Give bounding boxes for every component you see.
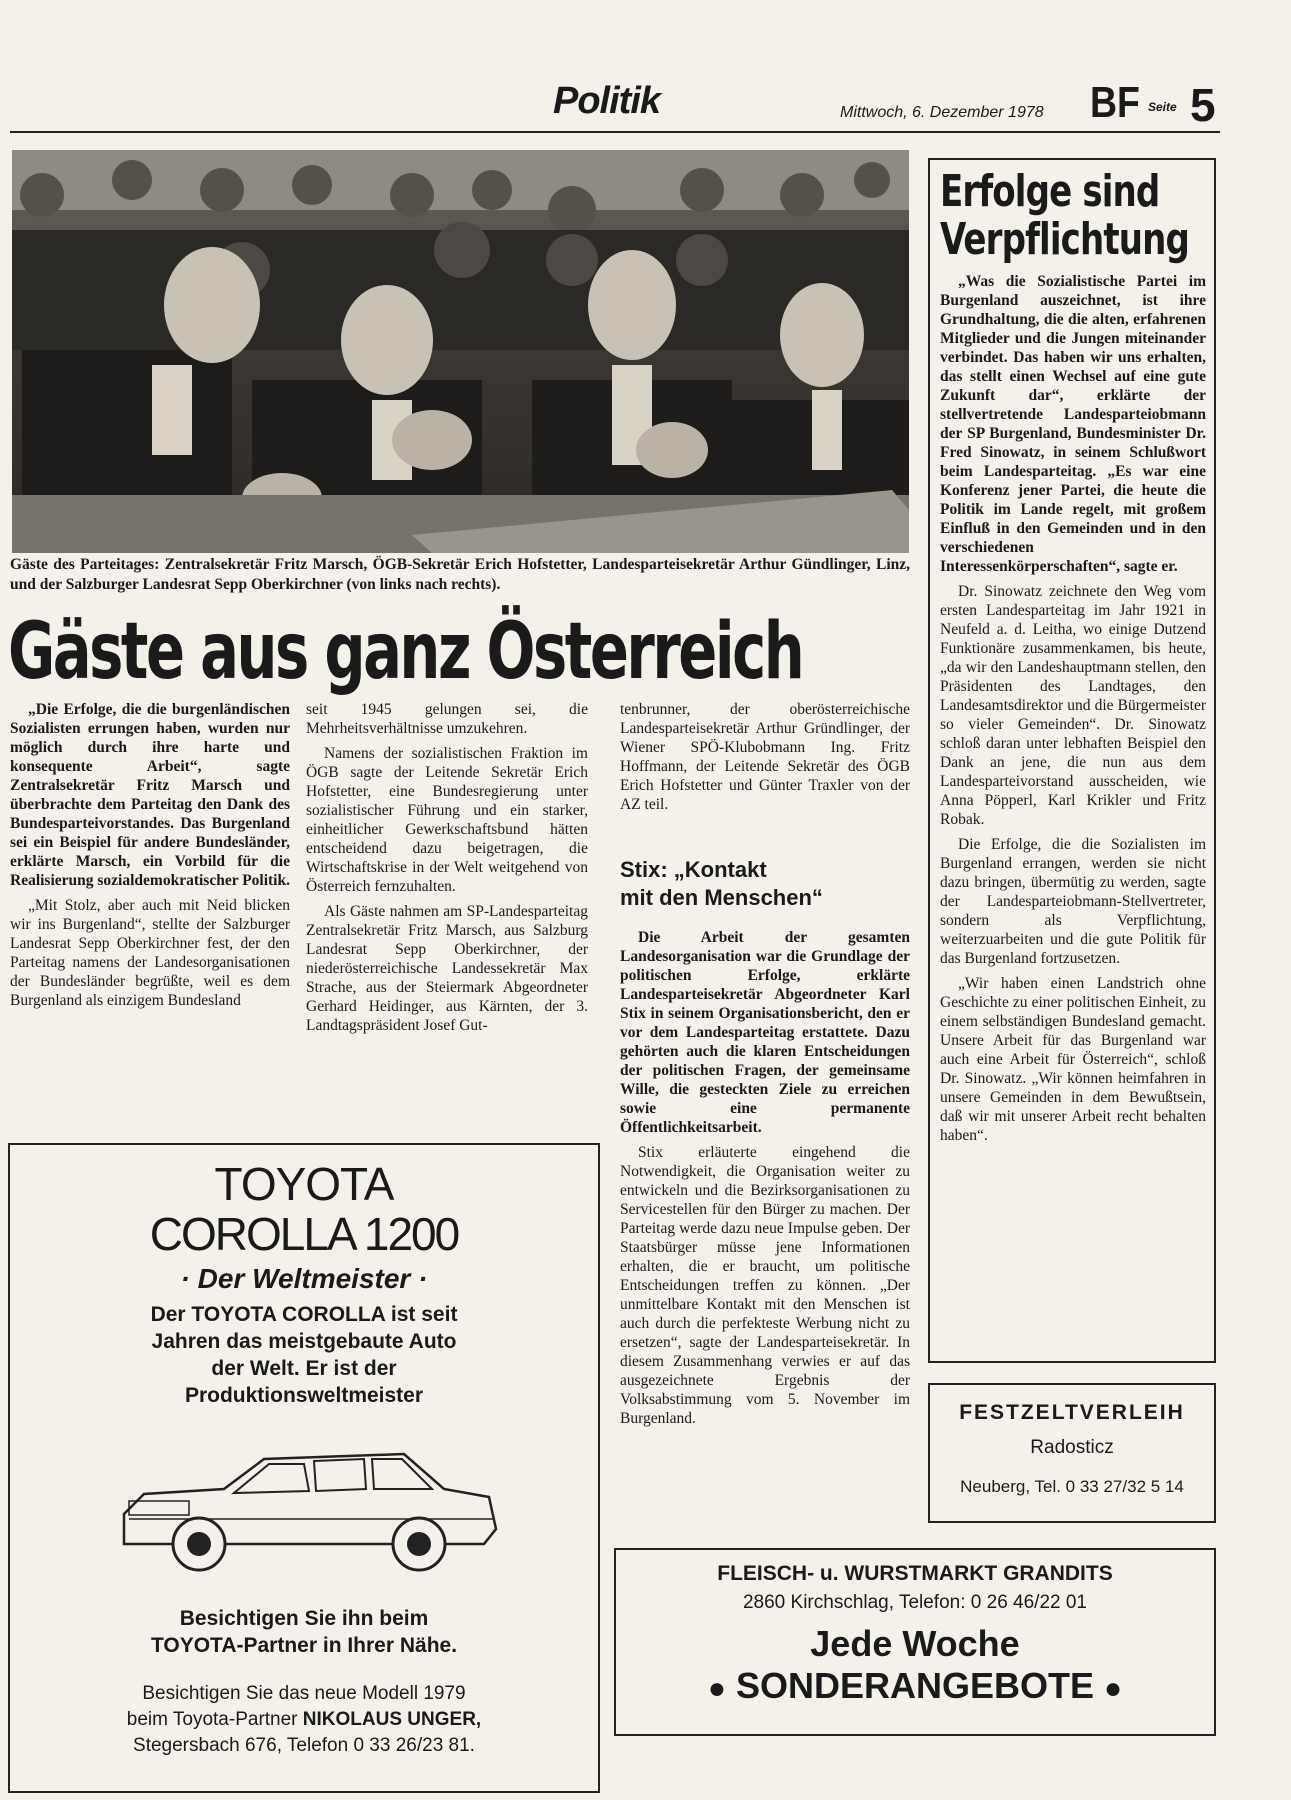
side-article-paragraph: Die Erfolge, die die Sozialisten im Burgenland errangen, werden sie nicht dazu bringen, übermütig zu werden, sagte der Landesparteiobmann-Stellvertreter, sondern als Verpflichtung, weiterzuarbeiten und die gute Politik für das Burgenland fortzusetzen.	[940, 836, 1206, 967]
issue-date: Mittwoch, 6. Dezember 1978	[840, 104, 1044, 121]
page-label: Seite	[1148, 100, 1177, 114]
section-title: Politik	[553, 80, 661, 122]
bullet-icon: ●	[707, 1672, 726, 1705]
party-congress-photo	[12, 150, 909, 553]
toyota-partner-label: beim Toyota-Partner	[126, 1709, 298, 1730]
side-headline-line2: Verpflichtung	[940, 214, 1190, 265]
toyota-ad	[8, 1143, 600, 1793]
stix-article-paragraph: Stix erläuterte eingehend die Notwendigkeit, die Organisation weiter zu entwickeln und die Bezirksorganisationen zu Servicestellen für den Bürger zu machen. Der Parteitag werde dazu neue Impulse geben. Der Staatsbürger müsse jene Informationen erhalten, die er braucht, um politische Entscheidungen treffen zu können. „Der unmittelbare Kontakt mit den Menschen ist auch durch die perfekteste Werbung nicht zu ersetzen“, sagte der Landesparteisekretär. In diesem Zusammenhang verwies er auf das ausgezeichnete Ergebnis der Volksabstimmung vom 5. November im Burgenland.	[620, 1144, 910, 1427]
photo-image	[12, 150, 909, 553]
toyota-dealer-info	[10, 1681, 598, 1759]
toyota-partner-line	[10, 1707, 598, 1733]
main-article-paragraph: seit 1945 gelungen sei, die Mehrheitsverhältnisse umzukehren.	[306, 701, 588, 737]
toyota-claim: Der TOYOTA COROLLA ist seit Jahren das meistgebaute Auto der Welt. Er ist der Produktionsweltmeister	[150, 1303, 458, 1407]
header-rule	[10, 131, 1220, 133]
side-article-body	[940, 272, 1206, 1151]
side-article-paragraph: „Wir haben einen Landstrich ohne Geschichte zu einer politischen Einheit, zu einem selbständigen Bundesland gemacht. Unsere Arbeit für das Burgenland war auch eine Arbeit für Österreich“, schloß Dr. Sinowatz. „Wir können heimfahren in unsere Gemeinden in dem Bewußtsein, daß wir mit unserer Arbeit recht behalten haben“.	[940, 975, 1206, 1144]
toyota-dealer-address: Stegersbach 676, Telefon 0 33 26/23 81.	[133, 1735, 475, 1756]
toyota-dealer-name: NIKOLAUS UNGER,	[302, 1709, 482, 1730]
toyota-invitation: Besichtigen Sie ihn beim TOYOTA-Partner in Ihrer Nähe.	[150, 1607, 458, 1657]
main-article-col3	[620, 700, 910, 820]
main-article-lead: „Die Erfolge, die die burgenländischen Sozialisten errungen haben, wurden nur möglich durch ihre harte und konsequente Arbeit“, sagte Zentralsekretär Fritz Marsch und überbrachte dem Parteitag den Dank des Bundesparteivorstandes. Das Burgenland sei ein Beispiel für andere Bundesländer, erklärte Marsch, ein Vorbild für die Realisierung sozialdemokratischer Politik.	[10, 701, 290, 889]
fleisch-sonderangebote: SONDERANGEBOTE	[735, 1665, 1095, 1706]
fleisch-sonderangebote-line	[616, 1664, 1214, 1711]
stix-headline-line2: mit den Menschen“	[620, 885, 823, 910]
stix-article	[620, 928, 910, 1434]
festzelt-contact: Neuberg, Tel. 0 33 27/32 5 14	[960, 1477, 1184, 1496]
toyota-brand: TOYOTA	[214, 1158, 394, 1210]
fleisch-address: 2860 Kirchschlag, Telefon: 0 26 46/22 01	[742, 1592, 1087, 1613]
main-article-paragraph: Als Gäste nahmen am SP-Landesparteitag Zentralsekretär Fritz Marsch, aus Salzburg Landesrat Sepp Oberkirchner, der niederösterreichische Landessekretär Max Strache, aus der Steiermark Abgeordneter Gerhard Heidinger, aus Kärnten, der 3. Landtagspräsident Josef Gut-	[306, 903, 588, 1034]
fleisch-jede-woche: Jede Woche	[810, 1623, 1020, 1664]
fleisch-ad	[614, 1548, 1216, 1736]
stix-headline-line1: Stix: „Kontakt	[620, 857, 767, 882]
main-article-paragraph: tenbrunner, der oberösterreichische Landesparteisekretär Arthur Gründlinger, der Wiener SPÖ-Klubobmann Ing. Fritz Hoffmann, der Leitende Sekretär des ÖGB Erich Hofstetter und Günter Traxler von der AZ teil.	[620, 701, 910, 813]
toyota-model-line: Besichtigen Sie das neue Modell 1979	[142, 1683, 466, 1704]
main-article-col1	[10, 700, 290, 1016]
stix-article-lead: Die Arbeit der gesamten Landesorganisation war die Grundlage der politischen Erfolge, erklärte Landesparteisekretär Abgeordneter Karl Stix in seinem Organisationsbericht, den er vor dem Landesparteitag erstattete. Dazu gehörten auch die klaren Entscheidungen der politischen Fragen, der gemeinsame Wille, die gesteckten Ziele zu erreichen sowie eine permanente Öffentlichkeitsarbeit.	[620, 929, 910, 1136]
side-headline-line1: Erfolge sind	[940, 166, 1160, 217]
main-article-paragraph: Namens der sozialistischen Fraktion im ÖGB sagte der Leitende Sekretär Erich Hofstetter, eine Bundesregierung unter sozialistischer Führung und ein starker, einheitlicher Gewerkschaftsbund hätten entscheidend dazu beigetragen, die Wirtschaftskrise in der Welt weitgehend von Österreich fernzuhalten.	[306, 745, 588, 895]
festzelt-ad	[928, 1383, 1216, 1523]
side-article-paragraph: Dr. Sinowatz zeichnete den Weg vom ersten Landesparteitag im Jahr 1921 in Neufeld a. d. Leitha, wo einige Dutzend Funktionäre zusammenkamen, bis heute, „da wir den Landeshauptmann stellen, den Präsidenten des Landtages, den Landesamtsdirektor und die Bürgermeister so vieler Gemeinden“. Dr. Sinowatz schloß daran unter lebhaften Beispiel den Dank an jene, die nun aus dem Landesparteivorstand ausscheiden, wie Anna Pöpperl, Karl Krikler und Fritz Robak.	[940, 583, 1206, 828]
newspaper-logo: BF	[1090, 78, 1140, 127]
side-article-headline	[940, 166, 1190, 265]
main-headline: Gäste aus ganz Österreich	[8, 607, 803, 697]
toyota-model: COROLLA 1200	[149, 1208, 459, 1260]
photo-caption: Gäste des Parteitages: Zentralsekretär Fritz Marsch, ÖGB-Sekretär Erich Hofstetter, Landesparteisekretär Arthur Gündlinger, Linz, und der Salzburger Landesrat Sepp Oberkirchner (von links nach rechts).	[10, 556, 910, 593]
page-number: 5	[1190, 79, 1216, 131]
festzelt-title: FESTZELTVERLEIH	[959, 1401, 1185, 1424]
fleisch-title: FLEISCH- u. WURSTMARKT GRANDITS	[717, 1562, 1113, 1585]
main-article-paragraph: „Mit Stolz, aber auch mit Neid blicken wir ins Burgenland“, stellte der Salzburger Landesrat Sepp Oberkirchner fest, der den Parteitag namens der Landesorganisationen der Bundesländer begrüßte, weil es dem Burgenland als einzigem Bundesland	[10, 897, 290, 1009]
side-article-lead: „Was die Sozialistische Partei im Burgenland auszeichnet, ist ihre Grundhaltung, die die alten, erfahrenen Mitglieder und die Jungen miteinander verbindet. Das haben wir uns erhalten, das stellt einen Wechsel auf eine gute Zukunft dar“, erklärte der stellvertretende Landesparteiobmann der SP Burgenland, Bundesminister Dr. Fred Sinowatz, in seinem Schlußwort beim Landesparteitag. „Es war eine Konferenz jener Partei, die heute die Politik im Lande regelt, mit großem Einfluß in den Gemeinden und in den verschiedenen Interessenkörperschaften“, sagte er.	[940, 273, 1206, 575]
car-illustration	[104, 1419, 504, 1589]
toyota-slogan: · Der Weltmeister ·	[180, 1263, 428, 1294]
bullet-icon: ●	[1104, 1672, 1123, 1705]
stix-headline	[620, 856, 823, 912]
main-article-col2	[306, 700, 588, 1041]
festzelt-name: Radosticz	[1030, 1437, 1114, 1458]
